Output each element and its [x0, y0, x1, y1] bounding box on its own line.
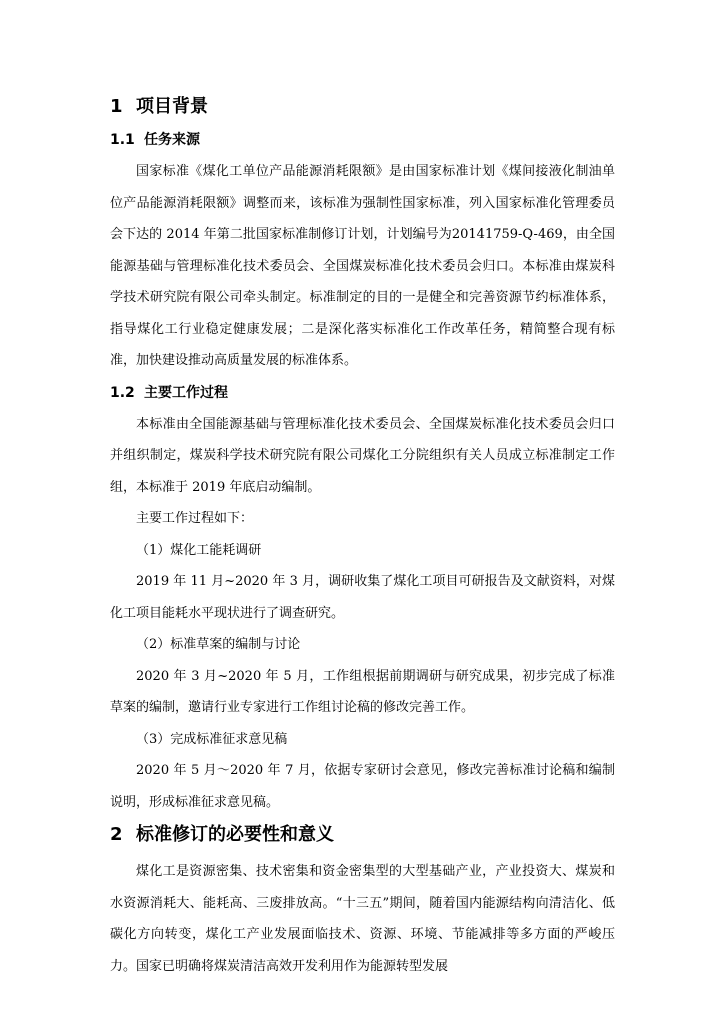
paragraph: 国家标准《煤化工单位产品能源消耗限额》是由国家标准计划《煤间接液化制油单位产品能源消耗限额》调整而来，该标准为强制性国家标准，列入国家标准化管理委员会下达的 2014 年第二批国家标准制修订计划，计划编号为20141759-Q-469，由全国能源基础与管理标准化技术委员会、全国煤炭标准化技术委员会归口。本标准由煤炭科学技术研究院有限公司牵头制定。标准制定的目的一是健全和完善资源节约标准体系，指导煤化工行业稳定健康发展；二是深化落实标准化工作改革任务，精简整合现有标准，加快建设推动高质量发展的标准体系。 [110, 164, 615, 368]
section-number: 2 [110, 824, 123, 845]
paragraph: 煤化工是资源密集、技术密集和资金密集型的大型基础产业，产业投资大、煤炭和水资源消耗大、能耗高、三废排放高。“十三五”期间，随着国内能源结构向清洁化、低碳化方向转变，煤化工产业发展面临技术、资源、环境、节能减排等多方面的严峻压力。国家已明确将煤炭清洁高效开发利用作为能源转型发展 [110, 864, 615, 974]
list-item-heading: （3）完成标准征求意见稿 [136, 731, 288, 747]
section-title: 项目背景 [136, 96, 208, 117]
paragraph: 2019 年 11 月~2020 年 3 月，调研收集了煤化工项目可研报告及文献资料，对煤化工项目能耗水平现状进行了调查研究。 [110, 574, 615, 621]
section-number: 1 [110, 96, 123, 117]
section-heading [110, 822, 615, 848]
subsection-heading [110, 381, 615, 405]
subsection-title: 任务来源 [144, 132, 200, 148]
document-body [110, 94, 615, 982]
list-item-heading: （1）煤化工能耗调研 [136, 542, 262, 558]
section-title: 标准修订的必要性和意义 [136, 824, 334, 845]
paragraph: 2020 年 5 月～2020 年 7 月，依据专家研讨会意见，修改完善标准讨论稿和编制说明，形成标准征求意见稿。 [110, 763, 615, 810]
section-heading [110, 94, 615, 120]
paragraph: 2020 年 3 月~2020 年 5 月，工作组根据前期调研与研究成果，初步完成了标准草案的编制，邀请行业专家进行工作组讨论稿的修改完善工作。 [110, 668, 615, 715]
subsection-title: 主要工作过程 [144, 384, 228, 401]
list-item-heading: （2）标准草案的编制与讨论 [136, 637, 301, 652]
paragraph: 主要工作过程如下： [136, 511, 254, 526]
paragraph: 本标准由全国能源基础与管理标准化技术委员会、全国煤炭标准化技术委员会归口并组织制定，煤炭科学技术研究院有限公司煤化工分院组织有关人员成立标准制定工作组，本标准于 2019 年底启动编制。 [110, 416, 615, 495]
subsection-number: 1.1 [110, 132, 135, 148]
subsection-number: 1.2 [110, 384, 135, 401]
subsection-heading [110, 128, 615, 152]
